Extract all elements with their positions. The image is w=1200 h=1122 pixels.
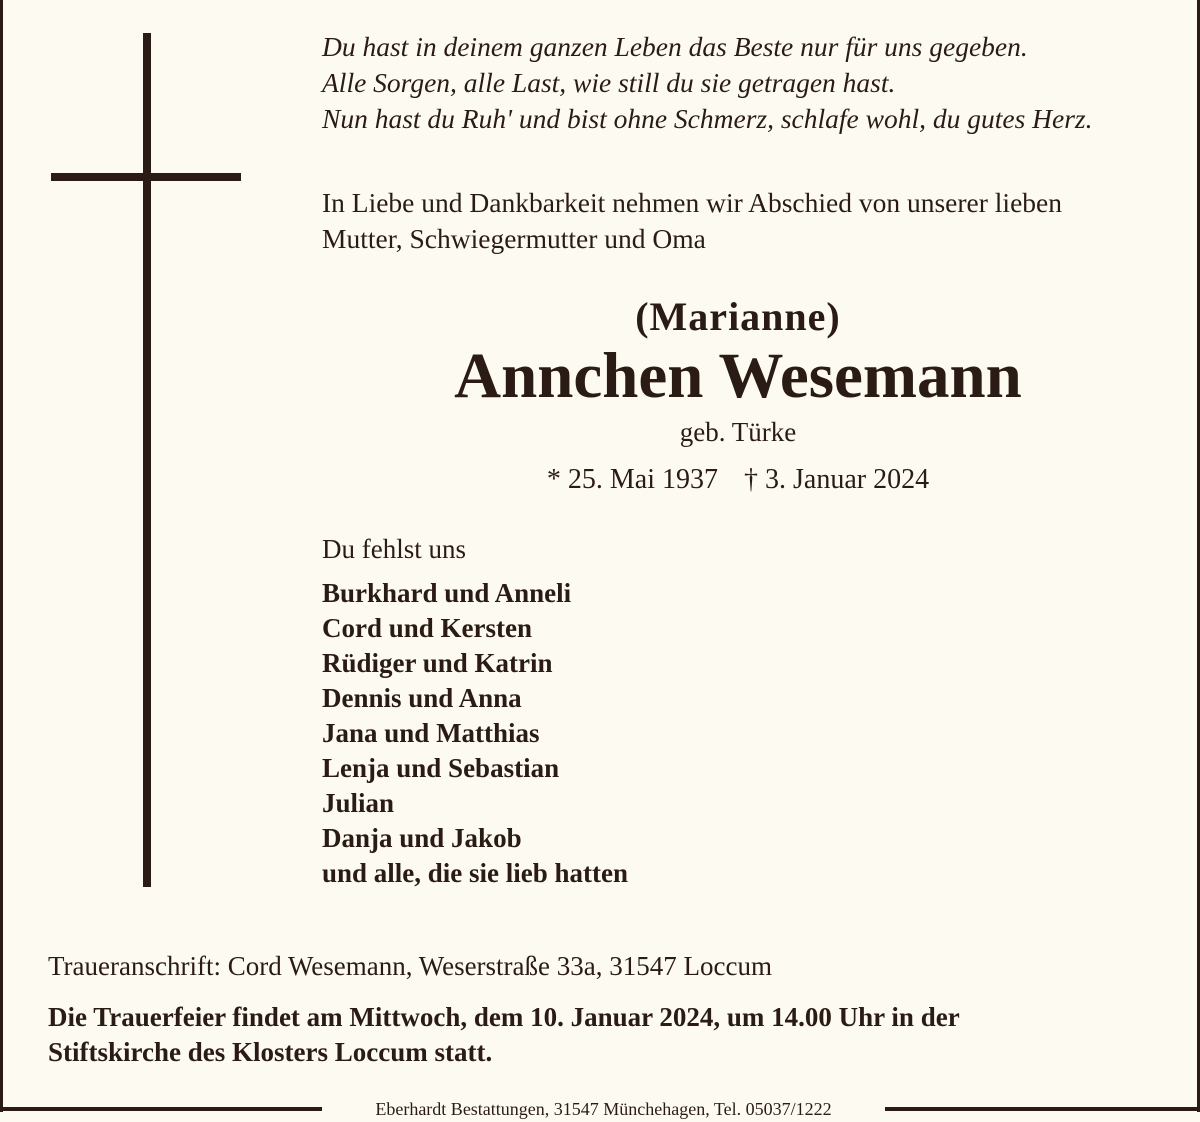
mourner-item: Jana und Matthias xyxy=(322,718,540,748)
service-line: Stiftskirche des Klosters Loccum statt. xyxy=(48,1037,493,1067)
death-date: † 3. Januar 2024 xyxy=(744,464,930,495)
service-line: Die Trauerfeier findet am Mittwoch, dem 10. Januar 2024, um 14.00 Uhr in der xyxy=(48,1002,960,1032)
mourner-item: Danja und Jakob xyxy=(322,823,522,853)
undertaker-footer: Eberhardt Bestattungen, 31547 Münchehagen, Tel. 05037/1222 xyxy=(375,1099,832,1119)
poem-line: Du hast in deinem ganzen Leben das Beste nur für uns gegeben. xyxy=(322,31,1028,62)
cross-horizontal-bar xyxy=(51,173,241,181)
mourner-item: Julian xyxy=(322,788,395,818)
mourner-item: Burkhard und Anneli xyxy=(322,578,572,608)
frame-bottom-border-right xyxy=(885,1107,1200,1111)
missing-text: Du fehlst uns xyxy=(322,534,466,564)
mourner-item: Dennis und Anna xyxy=(322,683,522,713)
cross-vertical-bar xyxy=(143,33,151,887)
mourner-item: Lenja und Sebastian xyxy=(322,753,560,783)
frame-bottom-border-left xyxy=(0,1107,322,1111)
mourner-item: Cord und Kersten xyxy=(322,613,533,643)
mourning-address: Traueranschrift: Cord Wesemann, Weserstraße 33a, 31547 Loccum xyxy=(48,951,772,981)
intro-text xyxy=(322,185,1062,257)
deceased-name: Annchen Wesemann xyxy=(454,340,1022,412)
birth-date: * 25. Mai 1937 xyxy=(546,464,719,495)
poem-line: Nun hast du Ruh' und bist ohne Schmerz, schlafe wohl, du gutes Herz. xyxy=(322,103,1093,134)
deceased-nickname: (Marianne) xyxy=(635,294,841,339)
poem xyxy=(322,29,1093,137)
mourner-item: Rüdiger und Katrin xyxy=(322,648,553,678)
intro-line: In Liebe und Dankbarkeit nehmen wir Abschied von unserer lieben xyxy=(322,187,1062,218)
mourners-list xyxy=(322,576,628,891)
life-dates xyxy=(400,462,1076,498)
frame-left-border xyxy=(0,0,3,1112)
poem-line: Alle Sorgen, alle Last, wie still du sie getragen hast. xyxy=(322,67,896,98)
mourner-item: und alle, die sie lieb hatten xyxy=(322,858,629,888)
funeral-service-info xyxy=(48,1000,960,1070)
maiden-name: geb. Türke xyxy=(679,417,797,447)
intro-line: Mutter, Schwiegermutter und Oma xyxy=(322,223,706,254)
